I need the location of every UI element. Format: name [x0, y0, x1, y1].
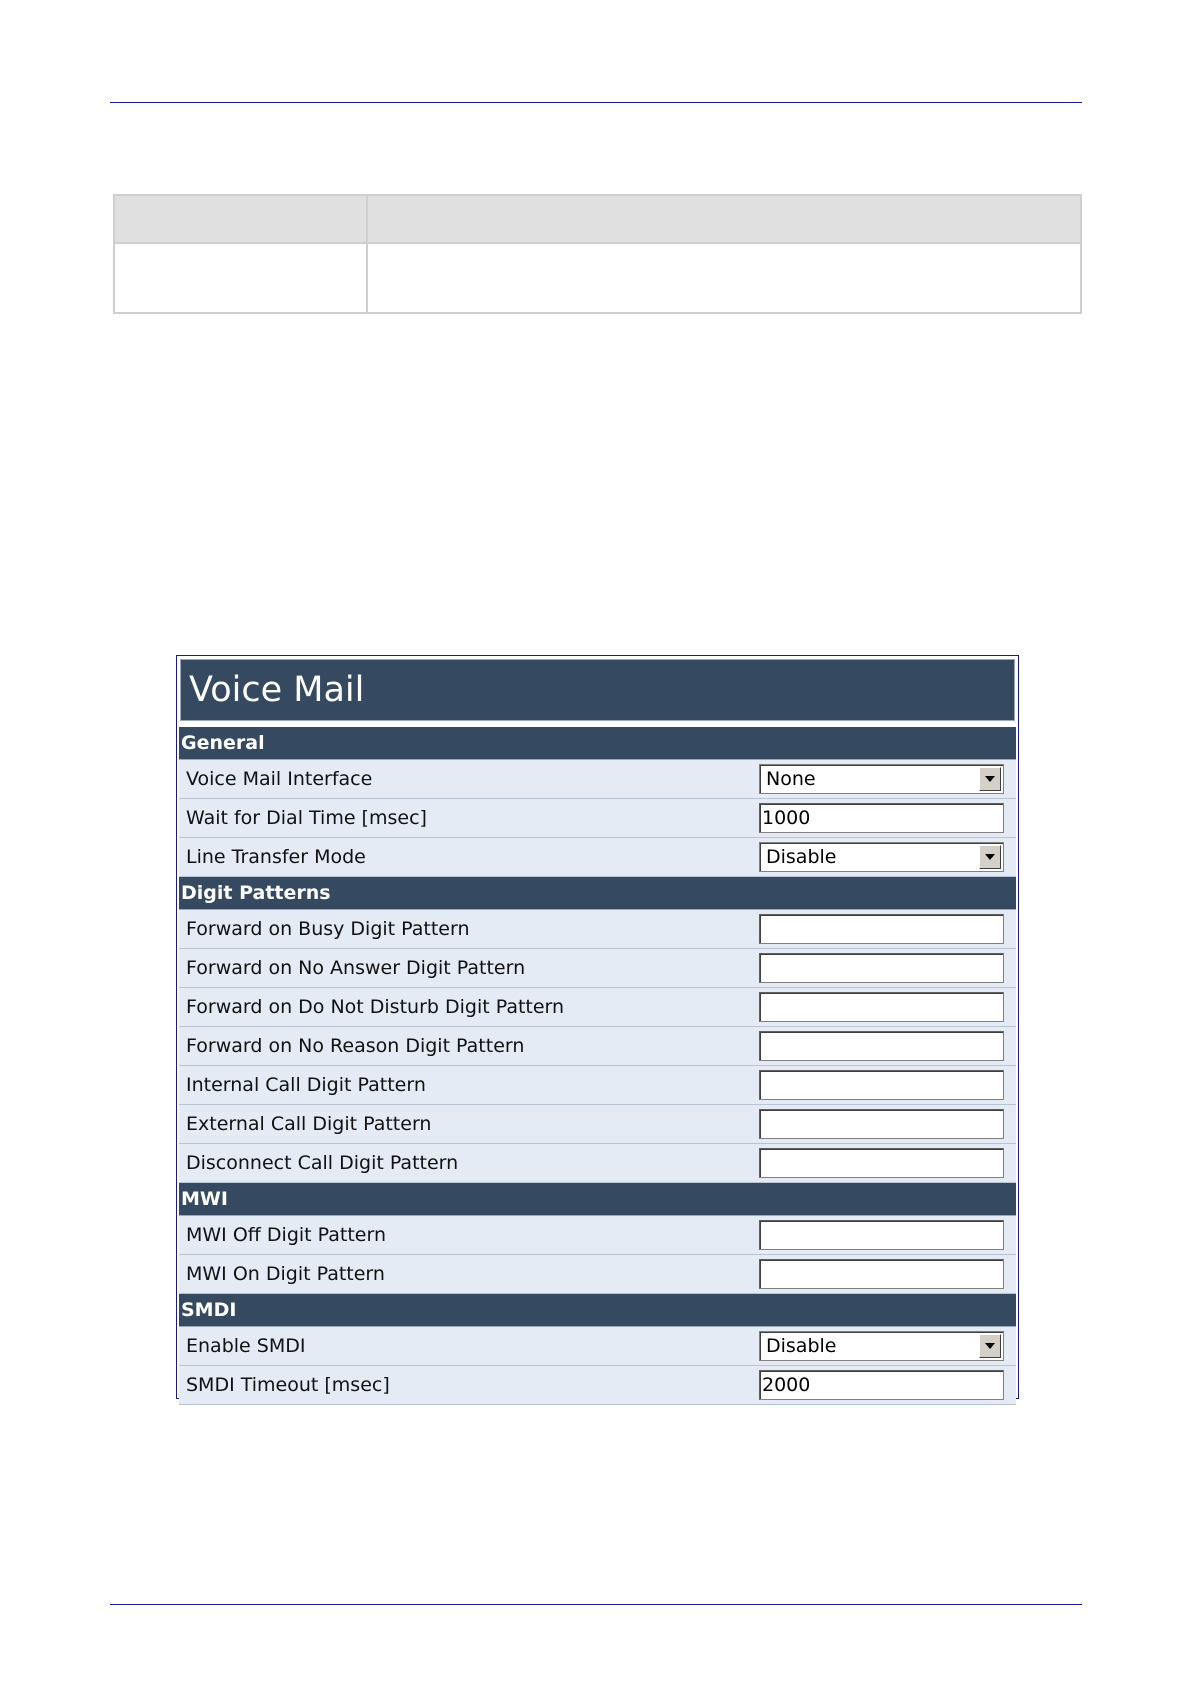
enable-smdi-label: Enable SMDI [186, 1335, 306, 1357]
forward-dnd-label: Forward on Do Not Disturb Digit Pattern [186, 996, 565, 1018]
voice-mail-panel [176, 655, 1019, 1399]
panel-title: Voice Mail [180, 659, 1015, 721]
section-mwi: MWI [179, 1183, 1016, 1216]
wait-for-dial-time-input[interactable]: 1000 [759, 803, 1004, 833]
forward-no-reason-label: Forward on No Reason Digit Pattern [186, 1035, 525, 1057]
row-voice-mail-interface [179, 760, 1016, 799]
disconnect-call-label: Disconnect Call Digit Pattern [186, 1152, 459, 1174]
external-call-input[interactable] [759, 1109, 1004, 1139]
row-internal-call [179, 1066, 1016, 1105]
enable-smdi-select[interactable] [759, 1331, 1004, 1361]
row-wait-for-dial-time [179, 799, 1016, 838]
row-enable-smdi [179, 1327, 1016, 1366]
forward-no-answer-label: Forward on No Answer Digit Pattern [186, 957, 526, 979]
forward-dnd-input[interactable] [759, 992, 1004, 1022]
section-digit-patterns: Digit Patterns [179, 877, 1016, 910]
row-forward-busy [179, 910, 1016, 949]
mwi-off-label: MWI Off Digit Pattern [186, 1224, 387, 1246]
smdi-timeout-label: SMDI Timeout [msec] [186, 1374, 390, 1396]
row-forward-no-answer [179, 949, 1016, 988]
forward-busy-input[interactable] [759, 914, 1004, 944]
document-table-header [115, 196, 1080, 244]
section-smdi: SMDI [179, 1294, 1016, 1327]
line-transfer-mode-value: Disable [766, 846, 837, 868]
forward-no-reason-input[interactable] [759, 1031, 1004, 1061]
row-disconnect-call [179, 1144, 1016, 1183]
disconnect-call-input[interactable] [759, 1148, 1004, 1178]
document-table [113, 194, 1082, 314]
mwi-on-label: MWI On Digit Pattern [186, 1263, 385, 1285]
wait-for-dial-time-label: Wait for Dial Time [msec] [186, 807, 427, 829]
voice-mail-interface-select[interactable] [759, 764, 1004, 794]
internal-call-input[interactable] [759, 1070, 1004, 1100]
section-general: General [179, 727, 1016, 760]
row-line-transfer-mode [179, 838, 1016, 877]
enable-smdi-value: Disable [766, 1335, 837, 1357]
header-rule [110, 102, 1082, 103]
voice-mail-interface-label: Voice Mail Interface [186, 768, 373, 790]
row-mwi-on [179, 1255, 1016, 1294]
row-external-call [179, 1105, 1016, 1144]
row-smdi-timeout [179, 1366, 1016, 1405]
external-call-label: External Call Digit Pattern [186, 1113, 432, 1135]
mwi-on-input[interactable] [759, 1259, 1004, 1289]
panel-body [179, 727, 1016, 1405]
forward-no-answer-input[interactable] [759, 953, 1004, 983]
smdi-timeout-input[interactable]: 2000 [759, 1370, 1004, 1400]
row-forward-dnd [179, 988, 1016, 1027]
line-transfer-mode-label: Line Transfer Mode [186, 846, 366, 868]
internal-call-label: Internal Call Digit Pattern [186, 1074, 426, 1096]
document-table-divider [366, 196, 368, 312]
row-forward-no-reason [179, 1027, 1016, 1066]
voice-mail-interface-value: None [766, 768, 816, 790]
dropdown-arrow-icon[interactable] [979, 845, 1001, 869]
forward-busy-label: Forward on Busy Digit Pattern [186, 918, 470, 940]
line-transfer-mode-select[interactable] [759, 842, 1004, 872]
dropdown-arrow-icon[interactable] [979, 767, 1001, 791]
mwi-off-input[interactable] [759, 1220, 1004, 1250]
footer-rule [110, 1604, 1082, 1605]
row-mwi-off [179, 1216, 1016, 1255]
dropdown-arrow-icon[interactable] [979, 1334, 1001, 1358]
